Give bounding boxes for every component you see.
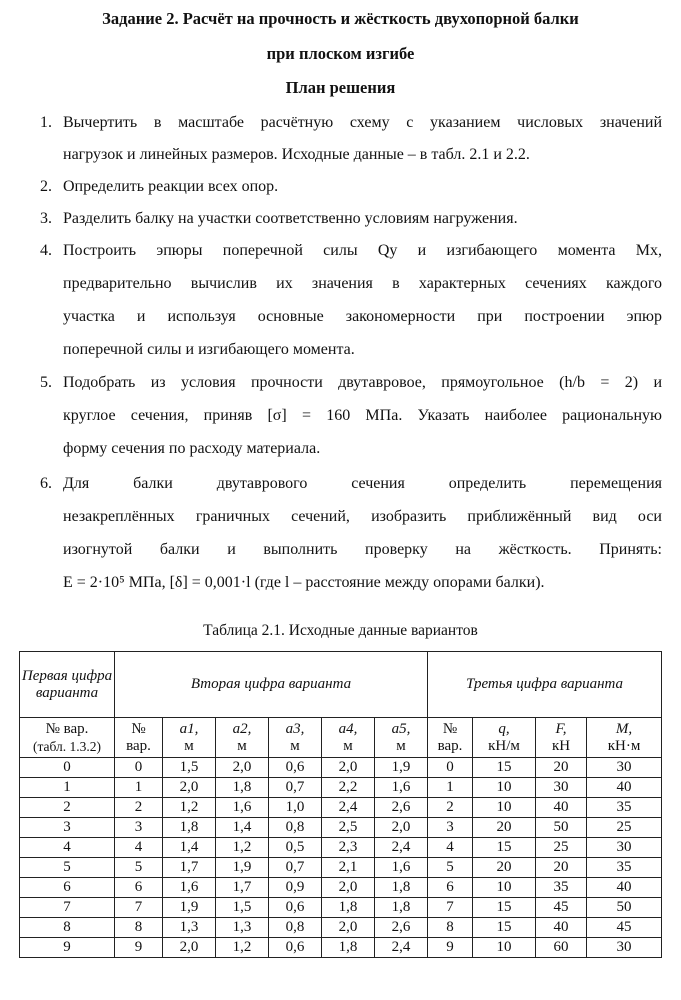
table-row — [20, 858, 662, 878]
column-header-row — [20, 718, 662, 758]
table-cell: 0 — [428, 758, 473, 778]
table-cell: 9 — [115, 938, 163, 958]
table-cell: 15 — [473, 898, 536, 918]
table-cell: 0,9 — [269, 878, 322, 898]
item-line: нагрузок и линейных размеров. Исходные данные – в табл. 2.1 и 2.2. — [63, 146, 530, 163]
table-cell: 5 — [428, 858, 473, 878]
column-header-text: кН·м — [607, 737, 641, 754]
item-number: 6. — [40, 475, 52, 492]
table-cell: 1 — [115, 778, 163, 798]
table-cell: 0 — [115, 758, 163, 778]
table-cell: 2,6 — [375, 798, 428, 818]
table-cell: 2,0 — [375, 818, 428, 838]
second-digit-header: Вторая цифра варианта — [115, 652, 428, 718]
table-cell: 1,8 — [375, 898, 428, 918]
table-cell: 6 — [115, 878, 163, 898]
table-cell: 40 — [536, 918, 587, 938]
column-header — [322, 718, 375, 758]
table-cell: 1,8 — [375, 878, 428, 898]
item-line: Определить реакции всех опор. — [63, 178, 279, 195]
column-header-text: a1, — [179, 720, 199, 737]
table-cell: 0,6 — [269, 938, 322, 958]
table-cell: 0,5 — [269, 838, 322, 858]
table-cell: 9 — [428, 938, 473, 958]
column-header-text: a5, — [391, 720, 411, 737]
item-line: форму сечения по расходу материала. — [63, 440, 321, 457]
table-row — [20, 838, 662, 858]
table-cell: 45 — [536, 898, 587, 918]
table-cell: 7 — [115, 898, 163, 918]
table-cell: 2 — [428, 798, 473, 818]
table-cell: 20 — [473, 858, 536, 878]
column-header-text: кН — [551, 737, 571, 754]
table-cell: 0,8 — [269, 818, 322, 838]
column-header-text: № — [442, 720, 458, 737]
table-cell: 1,2 — [216, 938, 269, 958]
table-cell: 1 — [428, 778, 473, 798]
table-row — [20, 778, 662, 798]
table-row — [20, 898, 662, 918]
table-cell: 1,6 — [375, 858, 428, 878]
table-cell: 3 — [115, 818, 163, 838]
table-cell: 6 — [20, 878, 115, 898]
table-cell: 45 — [587, 918, 662, 938]
table-cell: 7 — [20, 898, 115, 918]
first-digit-header: Первая цифра варианта — [20, 652, 115, 718]
column-header — [163, 718, 216, 758]
table-cell: 15 — [473, 758, 536, 778]
table-cell: 35 — [587, 858, 662, 878]
column-header-text: м — [343, 737, 353, 754]
item-line: Подобрать из условия прочности двутавровое, прямоугольное (h/b = 2) и — [63, 374, 662, 391]
item-number: 1. — [40, 114, 52, 131]
table-row — [20, 818, 662, 838]
column-header — [20, 718, 115, 758]
item-number: 3. — [40, 210, 52, 227]
table-cell: 2,0 — [216, 758, 269, 778]
table-cell: 30 — [536, 778, 587, 798]
table-cell: 2,0 — [322, 918, 375, 938]
table-cell: 10 — [473, 778, 536, 798]
item-line: участка и используя основные закономерности при построении эпюр — [63, 308, 662, 325]
table-cell: 30 — [587, 838, 662, 858]
table-cell: 50 — [536, 818, 587, 838]
table-cell: 8 — [20, 918, 115, 938]
table-cell: 10 — [473, 938, 536, 958]
table-caption: Таблица 2.1. Исходные данные вариантов — [203, 622, 478, 639]
table-cell: 20 — [536, 858, 587, 878]
table-cell: 60 — [536, 938, 587, 958]
column-header-text: M, — [615, 720, 633, 737]
table-cell: 6 — [428, 878, 473, 898]
table-cell: 8 — [115, 918, 163, 938]
column-header — [473, 718, 536, 758]
item-line: E = 2·10⁵ МПа, [δ] = 0,001·l (где l – расстояние между опорами балки). — [63, 574, 545, 591]
table-cell: 0,6 — [269, 898, 322, 918]
item-number: 4. — [40, 242, 52, 259]
table-cell: 2,2 — [322, 778, 375, 798]
table-cell: 1,4 — [216, 818, 269, 838]
table-cell: 1,6 — [375, 778, 428, 798]
table-row — [20, 918, 662, 938]
item-line: Для балки двутаврового сечения определить перемещения — [63, 475, 662, 492]
column-header-text: q, — [498, 720, 510, 737]
table-cell: 0,7 — [269, 858, 322, 878]
table-row — [20, 798, 662, 818]
item-line: предварительно вычислив их значения в характерных сечениях каждого — [63, 275, 662, 292]
item-line: поперечной силы и изгибающего момента. — [63, 341, 355, 358]
table-cell: 2,6 — [375, 918, 428, 938]
column-header-text: вар. — [437, 737, 463, 754]
group-header-row — [20, 652, 662, 718]
column-header — [216, 718, 269, 758]
table-cell: 1,3 — [216, 918, 269, 938]
item-number: 2. — [40, 178, 52, 195]
table-cell: 40 — [536, 798, 587, 818]
column-header-text: (табл. 1.3.2) — [32, 738, 102, 754]
table-cell: 25 — [536, 838, 587, 858]
table-cell: 35 — [536, 878, 587, 898]
table-cell: 4 — [115, 838, 163, 858]
table-cell: 8 — [428, 918, 473, 938]
column-header-text: a3, — [285, 720, 305, 737]
table-cell: 2,0 — [322, 758, 375, 778]
column-header-text: кН/м — [488, 737, 520, 754]
table-cell: 1,8 — [322, 898, 375, 918]
table-cell: 1,8 — [216, 778, 269, 798]
item-number: 5. — [40, 374, 52, 391]
column-header — [375, 718, 428, 758]
item-line: изогнутой балки и выполнить проверку на жёсткость. Принять: — [63, 541, 662, 558]
table-cell: 1,8 — [322, 938, 375, 958]
table-body — [20, 758, 662, 958]
table-row — [20, 758, 662, 778]
column-header-text: a2, — [232, 720, 252, 737]
table-cell: 0,7 — [269, 778, 322, 798]
column-header — [536, 718, 587, 758]
table-cell: 1,0 — [269, 798, 322, 818]
column-header-text: м — [290, 737, 300, 754]
table-row — [20, 878, 662, 898]
table-cell: 15 — [473, 838, 536, 858]
table-cell: 50 — [587, 898, 662, 918]
column-header-text: № — [131, 720, 146, 737]
table-cell: 5 — [20, 858, 115, 878]
column-header — [587, 718, 662, 758]
table-cell: 7 — [428, 898, 473, 918]
column-header-text: F, — [555, 720, 567, 737]
table-cell: 25 — [587, 818, 662, 838]
table-cell: 5 — [115, 858, 163, 878]
table-cell: 35 — [587, 798, 662, 818]
task-title: Задание 2. Расчёт на прочность и жёсткость двухопорной балки — [102, 9, 579, 28]
table-cell: 2 — [115, 798, 163, 818]
table-cell: 0,6 — [269, 758, 322, 778]
column-header-text: вар. — [126, 737, 151, 754]
table-cell: 1,2 — [163, 798, 216, 818]
table-cell: 30 — [587, 938, 662, 958]
table-cell: 20 — [536, 758, 587, 778]
table-cell: 2,4 — [322, 798, 375, 818]
table-cell: 1,7 — [163, 858, 216, 878]
column-header-text: м — [184, 737, 194, 754]
table-cell: 2 — [20, 798, 115, 818]
table-cell: 1,9 — [375, 758, 428, 778]
table-cell: 1,5 — [163, 758, 216, 778]
table-cell: 2,4 — [375, 938, 428, 958]
table-cell: 10 — [473, 878, 536, 898]
table-cell: 2,5 — [322, 818, 375, 838]
table-cell: 2,3 — [322, 838, 375, 858]
column-header — [115, 718, 163, 758]
table-cell: 2,0 — [322, 878, 375, 898]
table-cell: 1,2 — [216, 838, 269, 858]
table-cell: 0,8 — [269, 918, 322, 938]
table-cell: 9 — [20, 938, 115, 958]
table-cell: 20 — [473, 818, 536, 838]
table-cell: 1,8 — [163, 818, 216, 838]
table-cell: 40 — [587, 878, 662, 898]
table-cell: 2,1 — [322, 858, 375, 878]
table-cell: 30 — [587, 758, 662, 778]
item-line: незакреплённых граничных сечений, изобразить приближённый вид оси — [63, 508, 662, 525]
table-cell: 3 — [428, 818, 473, 838]
item-line: Разделить балку на участки соответственно условиям нагружения. — [63, 210, 518, 227]
column-header — [269, 718, 322, 758]
column-header-text: a4, — [338, 720, 358, 737]
table-cell: 0 — [20, 758, 115, 778]
table-cell: 1,7 — [216, 878, 269, 898]
column-header — [428, 718, 473, 758]
third-digit-header: Третья цифра варианта — [428, 652, 662, 718]
table-cell: 4 — [428, 838, 473, 858]
variants-table — [19, 651, 662, 958]
column-header-text: м — [396, 737, 406, 754]
table-cell: 40 — [587, 778, 662, 798]
table-cell: 2,0 — [163, 938, 216, 958]
item-line: круглое сечения, приняв [σ] = 160 МПа. Указать наиболее рациональную — [63, 407, 662, 424]
table-cell: 3 — [20, 818, 115, 838]
table-cell: 1 — [20, 778, 115, 798]
table-cell: 1,5 — [216, 898, 269, 918]
table-cell: 15 — [473, 918, 536, 938]
table-cell: 1,6 — [216, 798, 269, 818]
table-cell: 10 — [473, 798, 536, 818]
item-line: Вычертить в масштабе расчётную схему с указанием числовых значений — [63, 114, 662, 131]
table-cell: 2,4 — [375, 838, 428, 858]
solution-plan-heading: План решения — [285, 78, 396, 97]
table-row — [20, 938, 662, 958]
table-cell: 2,0 — [163, 778, 216, 798]
task-subtitle: при плоском изгибе — [266, 44, 415, 63]
column-header-text: м — [237, 737, 247, 754]
table-cell: 1,3 — [163, 918, 216, 938]
table-cell: 4 — [20, 838, 115, 858]
column-header-text: № вар. — [45, 720, 89, 737]
table-cell: 1,6 — [163, 878, 216, 898]
table-cell: 1,9 — [163, 898, 216, 918]
table-cell: 1,4 — [163, 838, 216, 858]
item-line: Построить эпюры поперечной силы Qy и изгибающего момента Mx, — [63, 242, 662, 259]
table-cell: 1,9 — [216, 858, 269, 878]
